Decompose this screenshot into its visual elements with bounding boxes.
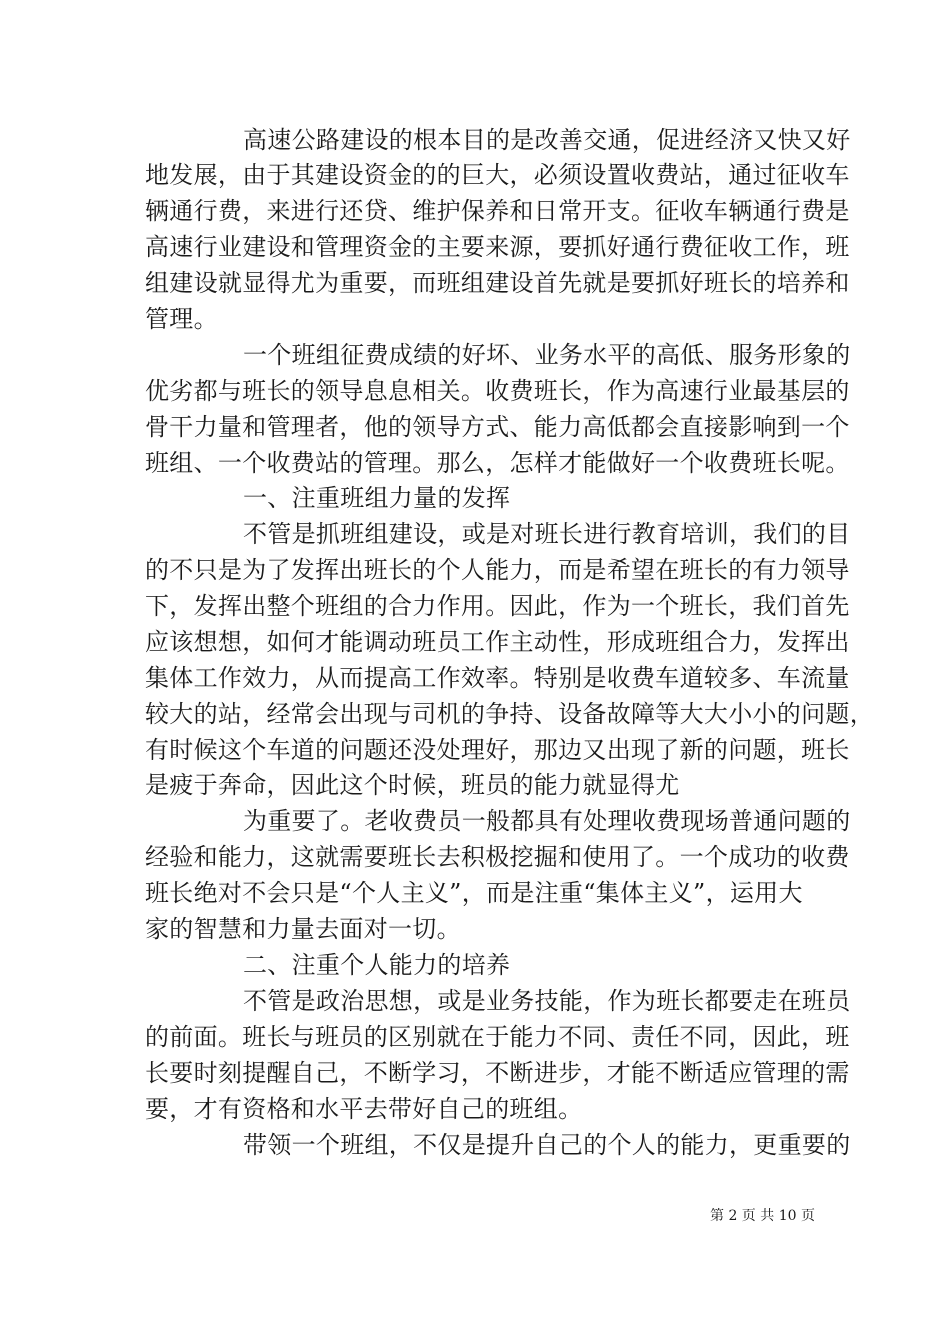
paragraph-line: 班长绝对不会只是“个人主义”，而是注重“集体主义”，运用大 bbox=[145, 879, 803, 907]
paragraph-line: 地发展，由于其建设资金的的巨大，必须设置收费站，通过征收车 bbox=[145, 161, 850, 189]
paragraph-line: 是疲于奔命，因此这个时候，班员的能力就显得尤 bbox=[145, 771, 680, 799]
paragraph-line: 管理。 bbox=[145, 305, 218, 333]
paragraph-line: 下，发挥出整个班组的合力作用。因此，作为一个班长，我们首先 bbox=[145, 592, 850, 620]
paragraph-line: 应该想想，如何才能调动班员工作主动性，形成班组合力，发挥出 bbox=[145, 628, 850, 656]
section-heading: 二、注重个人能力的培养 bbox=[243, 951, 511, 979]
paragraph-line: 组建设就显得尤为重要，而班组建设首先就是要抓好班长的培养和 bbox=[145, 269, 850, 297]
page-number-footer: 第 2 页 共 10 页 bbox=[710, 1208, 815, 1224]
paragraph-line: 为重要了。老收费员一般都具有处理收费现场普通问题的 bbox=[243, 807, 851, 835]
paragraph-line: 集体工作效力，从而提高工作效率。特别是收费车道较多、车流量 bbox=[145, 664, 850, 692]
paragraph-line: 有时候这个车道的问题还没处理好，那边又出现了新的问题，班长 bbox=[145, 736, 850, 764]
paragraph-line: 经验和能力，这就需要班长去积极挖掘和使用了。一个成功的收费 bbox=[145, 843, 850, 871]
paragraph-line: 不管是抓班组建设，或是对班长进行教育培训，我们的目 bbox=[243, 520, 851, 548]
paragraph-line: 家的智慧和力量去面对一切。 bbox=[145, 915, 461, 943]
paragraph-line: 的前面。班长与班员的区别就在于能力不同、责任不同，因此，班 bbox=[145, 1023, 850, 1051]
paragraph-line: 一个班组征费成绩的好坏、业务水平的高低、服务形象的 bbox=[243, 341, 851, 369]
paragraph-line: 带领一个班组，不仅是提升自己的个人的能力，更重要的 bbox=[243, 1131, 851, 1159]
paragraph-line: 班组、一个收费站的管理。那么，怎样才能做好一个收费班长呢。 bbox=[145, 449, 850, 477]
paragraph-line: 不管是政治思想，或是业务技能，作为班长都要走在班员 bbox=[243, 987, 851, 1015]
paragraph-line: 要，才有资格和水平去带好自己的班组。 bbox=[145, 1095, 583, 1123]
paragraph-line: 高速公路建设的根本目的是改善交通，促进经济又快又好 bbox=[243, 126, 851, 154]
paragraph-line: 骨干力量和管理者，他的领导方式、能力高低都会直接影响到一个 bbox=[145, 413, 850, 441]
paragraph-line: 辆通行费，来进行还贷、维护保养和日常开支。征收车辆通行费是 bbox=[145, 197, 850, 225]
paragraph-line: 优劣都与班长的领导息息相关。收费班长，作为高速行业最基层的 bbox=[145, 377, 850, 405]
paragraph-line: 高速行业建设和管理资金的主要来源，要抓好通行费征收工作，班 bbox=[145, 233, 850, 261]
section-heading: 一、注重班组力量的发挥 bbox=[243, 484, 511, 512]
paragraph-line: 长要时刻提醒自己，不断学习，不断进步，才能不断适应管理的需 bbox=[145, 1059, 850, 1087]
paragraph-line: 较大的站，经常会出现与司机的争持、设备故障等大大小小的问题， bbox=[145, 700, 874, 728]
paragraph-line: 的不只是为了发挥出班长的个人能力，而是希望在班长的有力领导 bbox=[145, 556, 850, 584]
